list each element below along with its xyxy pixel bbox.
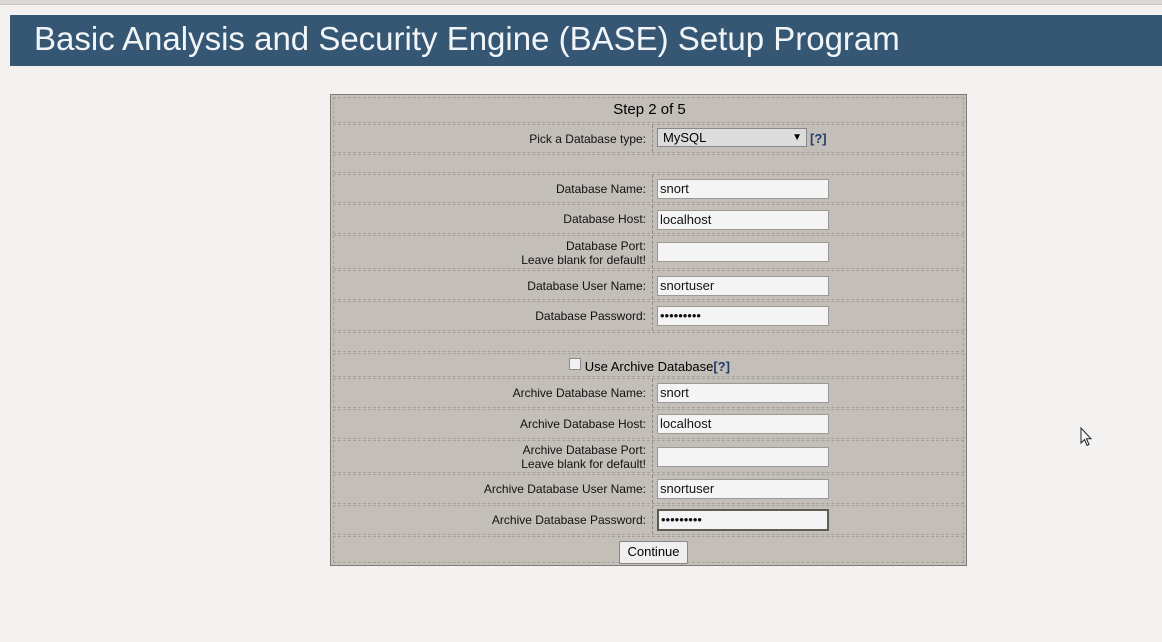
column-divider [652, 379, 653, 407]
column-divider [652, 302, 653, 330]
column-divider [652, 410, 653, 438]
column-divider [652, 271, 653, 299]
column-divider [652, 441, 653, 472]
setup-form [330, 94, 967, 566]
step-row [333, 97, 964, 123]
page-title: Basic Analysis and Security Engine (BASE) Setup Program [34, 20, 900, 57]
column-divider [652, 175, 653, 202]
column-divider [652, 506, 653, 534]
archive-port-label-line2: Leave blank for default! [521, 457, 646, 471]
continue-button[interactable]: Continue [619, 541, 688, 564]
column-divider [652, 205, 653, 233]
db-host-row [333, 204, 964, 234]
archive-host-label: Archive Database Host: [519, 417, 646, 431]
database-type-label: Pick a Database type: [529, 132, 646, 146]
mouse-pointer-icon [1080, 427, 1092, 447]
column-divider [652, 125, 653, 152]
database-type-value: MySQL [663, 130, 707, 145]
db-user-row [333, 270, 964, 300]
archive-host-input[interactable]: localhost [657, 414, 829, 434]
archive-password-input[interactable]: ••••••••• [657, 509, 829, 531]
db-name-input[interactable]: snort [657, 179, 829, 199]
db-name-row [333, 174, 964, 203]
archive-user-label: Archive Database User Name: [483, 482, 646, 496]
continue-row [333, 536, 964, 563]
archive-checkbox-group [334, 358, 965, 374]
archive-toggle-row [333, 353, 964, 377]
chevron-down-icon: ▼ [792, 132, 802, 143]
db-user-label: Database User Name: [527, 279, 646, 293]
use-archive-label: Use Archive Database [584, 359, 714, 374]
column-divider [652, 475, 653, 503]
step-indicator: Step 2 of 5 [613, 101, 686, 118]
spacer-row [333, 332, 964, 352]
archive-port-label-line1: Archive Database Port: [522, 443, 646, 457]
db-port-row [333, 235, 964, 269]
archive-password-label: Archive Database Password: [491, 513, 646, 527]
db-password-row [333, 301, 964, 331]
database-type-help-link[interactable]: [?] [810, 131, 827, 146]
use-archive-checkbox[interactable] [569, 358, 581, 370]
browser-top-edge [0, 0, 1162, 5]
database-type-select[interactable] [657, 128, 807, 147]
archive-port-label [521, 443, 646, 471]
header-banner [10, 15, 1162, 66]
spacer-row [333, 154, 964, 173]
db-port-label-line2: Leave blank for default! [521, 253, 646, 267]
db-port-label [521, 239, 646, 267]
database-type-row [333, 124, 964, 153]
db-user-input[interactable]: snortuser [657, 276, 829, 296]
archive-name-input[interactable]: snort [657, 383, 829, 403]
db-name-label: Database Name: [555, 182, 646, 196]
archive-user-input[interactable]: snortuser [657, 479, 829, 499]
column-divider [652, 236, 653, 268]
db-password-label: Database Password: [535, 309, 646, 323]
db-host-label: Database Host: [563, 212, 646, 226]
archive-host-row [333, 409, 964, 439]
archive-port-input[interactable] [657, 447, 829, 467]
archive-password-row [333, 505, 964, 535]
db-port-input[interactable] [657, 242, 829, 262]
archive-help-link[interactable]: [?] [713, 359, 730, 374]
archive-port-row [333, 440, 964, 473]
archive-user-row [333, 474, 964, 504]
db-port-label-line1: Database Port: [565, 239, 646, 253]
archive-name-label: Archive Database Name: [512, 386, 646, 400]
archive-name-row [333, 378, 964, 408]
db-password-input[interactable]: ••••••••• [657, 306, 829, 326]
db-host-input[interactable]: localhost [657, 210, 829, 230]
